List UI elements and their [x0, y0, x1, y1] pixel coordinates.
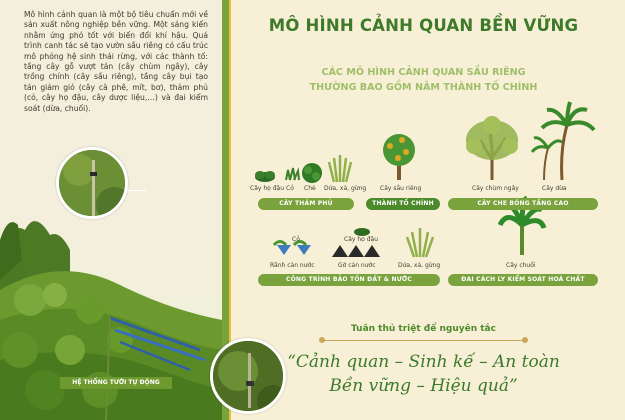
drip-closeup-photo	[210, 338, 286, 414]
label-dua-xa-gung-2: Dứa, xả, gừng	[398, 262, 441, 269]
lemongrass-icon	[329, 155, 351, 182]
label-cay-sau-rieng: Cây sầu riêng	[380, 185, 422, 192]
divider-dot-left	[319, 337, 325, 343]
label-cay-dua: Cây dừa	[542, 185, 567, 192]
page-title: MÔ HÌNH CẢNH QUAN BỀN VỮNG	[268, 16, 579, 35]
label-cay-ho-dau-2: Cây họ đậu	[344, 236, 378, 243]
label-cay-ho-dau: Cây họ đậu	[250, 185, 284, 192]
slogan-line-1: “Cảnh quan – Sinh kế – An toàn	[287, 352, 560, 372]
sprinkler-closeup-photo	[56, 147, 128, 219]
right-panel	[222, 0, 625, 420]
subtitle-line-2: THƯỜNG BAO GỒM NĂM THÀNH TỐ CHÍNH	[309, 82, 538, 93]
bar-thanh-to-chinh: THÀNH TỐ CHÍNH	[366, 198, 440, 210]
subtitle-line-1: CÁC MÔ HÌNH CẢNH QUAN SẦU RIÊNG	[321, 67, 526, 78]
bar-dai-cach-ly: ĐAI CÁCH LY KIỂM SOÁT HOÁ CHẤT	[448, 274, 598, 286]
lemongrass-icon-2	[407, 228, 433, 257]
tea-plant-icon	[302, 163, 322, 183]
durian-tree-icon	[383, 134, 415, 180]
irrigation-tag: HỆ THỐNG TƯỚI TỰ ĐỘNG	[60, 377, 172, 389]
water-trench-icon	[274, 242, 311, 256]
label-ranh-can-nuoc: Rãnh cản nước	[270, 262, 315, 269]
left-panel	[0, 0, 222, 420]
grass-icon	[286, 168, 299, 180]
bubble-pointer-line	[126, 190, 146, 191]
label-che: Chè	[304, 185, 316, 192]
label-co: Cỏ	[286, 185, 294, 192]
label-cay-chum-ngay: Cây chùm ngây	[472, 185, 519, 192]
bar-cay-che-bong: CÂY CHE BÓNG TẦNG CAO	[448, 198, 598, 210]
coconut-tree-icon	[532, 102, 594, 180]
label-co-2: Cỏ	[292, 236, 300, 243]
label-go-can-nuoc: Gờ cản nước	[338, 262, 376, 269]
slogan-line-2: Bền vững – Hiệu quả”	[329, 376, 518, 396]
legume-plant-icon	[255, 171, 275, 182]
moringa-tree-icon	[466, 116, 518, 180]
principle-divider	[322, 340, 525, 341]
label-cay-chuoi: Cây chuối	[506, 262, 536, 269]
principle-heading: Tuân thủ triệt để nguyên tắc	[351, 324, 496, 334]
divider-dot-right	[522, 337, 528, 343]
intro-paragraph: Mô hình cảnh quan là một bộ tiêu chuẩn mới về sản xuất nông nghiệp bền vững. Một sáng kiến nhằm ứng phó tốt với biến đổi khí hậu. Quá trình canh tác sẽ tạo vườn sầu riêng có cấu trúc mô phỏng hệ sinh thái rừng, với các thành tố: tầng cây gỗ vượt tán (cây chùm ngây), cây trồng chính (cây sầu riêng), tầng cây bụi tạo tán giảm gió (cây cà phê, mít, bơ), thảm phủ (cỏ, cây họ đậu, cây dược liệu,…) và đai kiểm soát (dừa, chuối).	[24, 10, 208, 113]
bar-cay-tham-phu: CÂY THẢM PHỦ	[258, 198, 354, 210]
label-dua-xa-gung: Dứa, xả, gừng	[324, 185, 367, 192]
bar-cong-trinh: CÔNG TRÌNH BẢO TỒN ĐẤT & NƯỚC	[258, 274, 440, 286]
